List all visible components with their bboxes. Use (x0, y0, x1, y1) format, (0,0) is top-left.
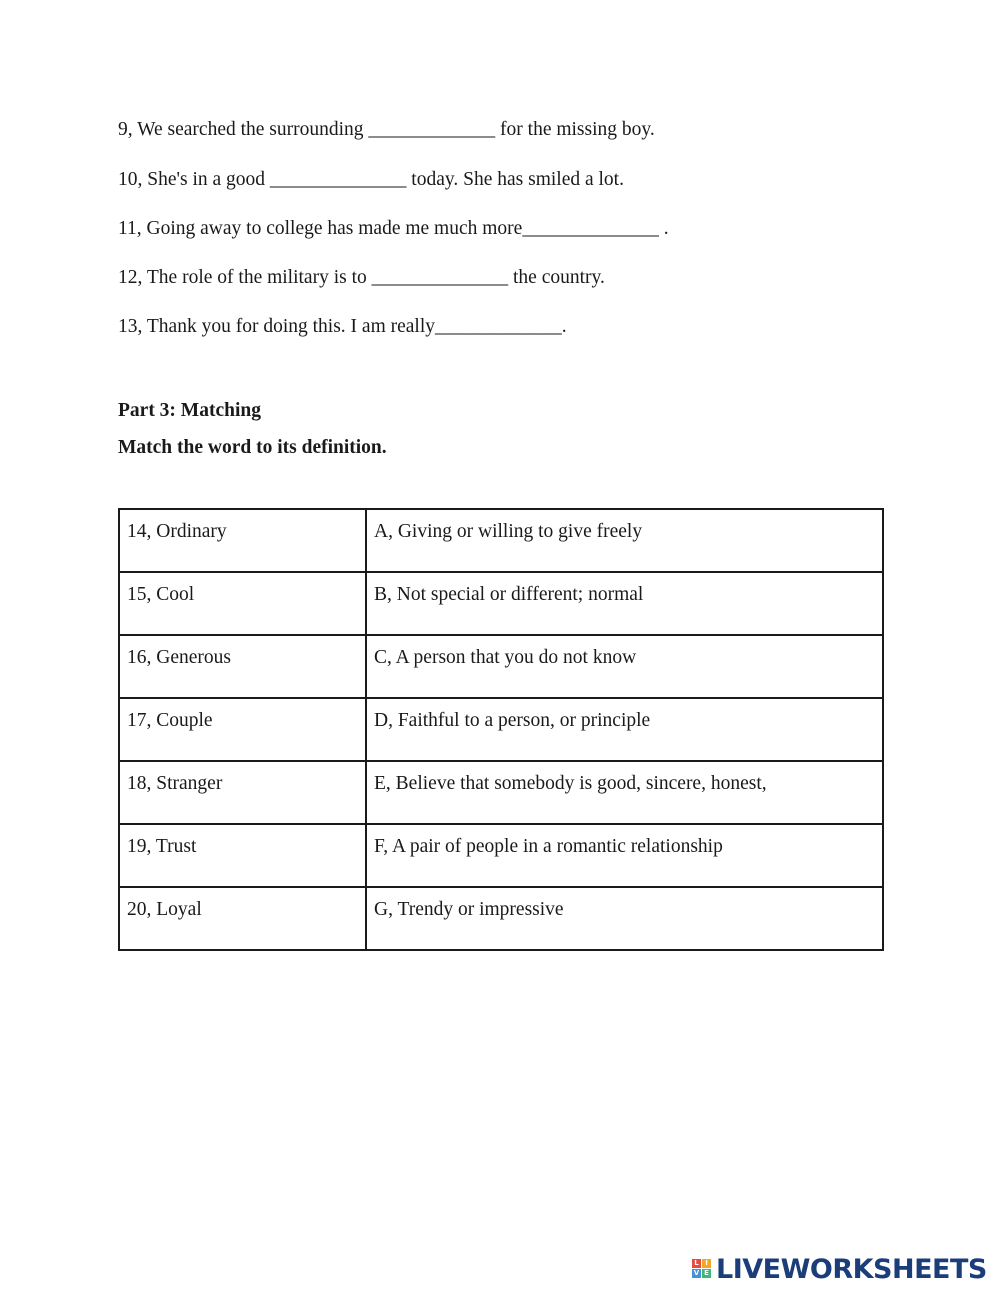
word-cell: 18, Stranger (119, 761, 366, 824)
definition-cell: F, A pair of people in a romantic relationship (366, 824, 883, 887)
liveworksheets-logo[interactable] (692, 1252, 987, 1286)
word-cell: 15, Cool (119, 572, 366, 635)
logo-mark-v: V (693, 1269, 700, 1277)
table-row (119, 509, 883, 572)
logo-mark-icon (692, 1256, 714, 1282)
logo-mark-i: I (702, 1259, 711, 1268)
definition-cell: B, Not special or different; normal (366, 572, 883, 635)
sentence-13: 13, Thank you for doing this. I am really_____________. (118, 316, 567, 337)
definition-cell: E, Believe that somebody is good, sincere, honest, (366, 761, 883, 824)
table-row (119, 824, 883, 887)
sentence-11: 11, Going away to college has made me much more______________ . (118, 218, 669, 239)
word-cell: 17, Couple (119, 698, 366, 761)
word-cell: 20, Loyal (119, 887, 366, 950)
logo-mark-l: L (692, 1259, 701, 1268)
sentence-9: 9, We searched the surrounding _____________ for the missing boy. (118, 119, 655, 140)
part3-title: Part 3: Matching (118, 400, 261, 421)
definition-cell: A, Giving or willing to give freely (366, 509, 883, 572)
logo-text: LIVEWORKSHEETS (716, 1253, 987, 1285)
table-row (119, 698, 883, 761)
sentence-12: 12, The role of the military is to ______________ the country. (118, 267, 605, 288)
word-cell: 14, Ordinary (119, 509, 366, 572)
definition-cell: D, Faithful to a person, or principle (366, 698, 883, 761)
table-row (119, 635, 883, 698)
sentence-10: 10, She's in a good ______________ today. She has smiled a lot. (118, 169, 624, 190)
part3-instruction: Match the word to its definition. (118, 437, 387, 458)
table-row (119, 761, 883, 824)
word-cell: 19, Trust (119, 824, 366, 887)
word-cell: 16, Generous (119, 635, 366, 698)
table-row (119, 887, 883, 950)
definition-cell: C, A person that you do not know (366, 635, 883, 698)
definition-cell: G, Trendy or impressive (366, 887, 883, 950)
table-row (119, 572, 883, 635)
matching-table (118, 508, 884, 951)
logo-mark-e: E (702, 1269, 711, 1278)
